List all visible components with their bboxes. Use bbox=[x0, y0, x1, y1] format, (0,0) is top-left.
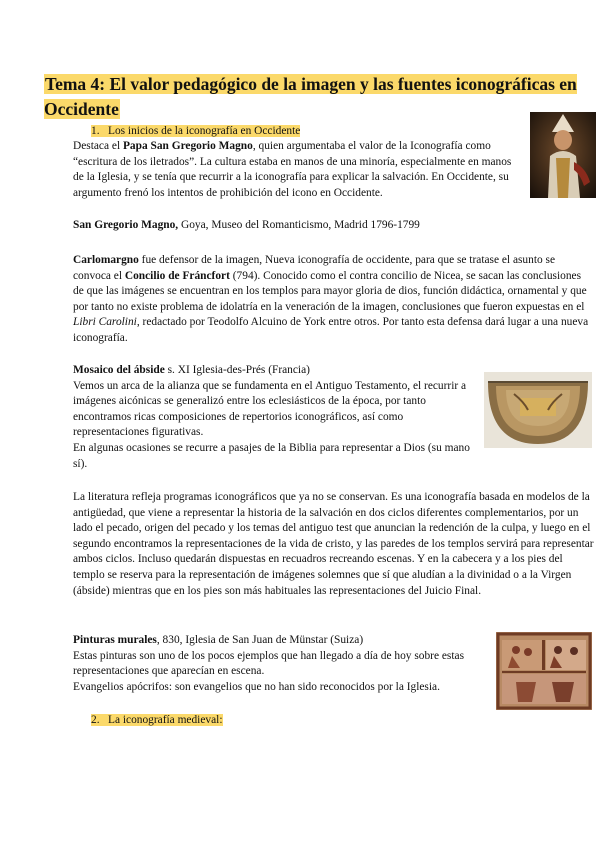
section-pinturas bbox=[73, 633, 491, 695]
text-run: Destaca el bbox=[73, 140, 123, 152]
text-run: , redactado por Teodolfo Alcuino de York entre otros. Por tanto esta defensa dará lugar a una nueva iconografía. bbox=[73, 316, 589, 344]
caption-gregorio bbox=[73, 218, 593, 234]
paragraph-carlomagno bbox=[73, 253, 591, 347]
san-gregorio-portrait-image bbox=[530, 112, 596, 198]
section-1-number: 1. bbox=[91, 125, 100, 137]
paragraph-gregorio bbox=[73, 139, 515, 201]
document-title bbox=[44, 72, 584, 122]
paragraph-carlomagno-text bbox=[73, 253, 591, 347]
text-run: , 830, Iglesia de San Juan de Münstar (Suiza) bbox=[156, 634, 364, 646]
section-heading-1-text bbox=[91, 125, 300, 137]
pinturas-paragraph-1: Estas pinturas son uno de los pocos ejemplos que han llegado a día de hoy sobre estas representaciones que aparecían en escena. bbox=[73, 649, 464, 678]
mosaico-paragraph-2: En algunas ocasiones se recurre a pasajes de la Biblia para representar a Dios (su mano sí). bbox=[73, 441, 470, 470]
bold-run-pinturas: Pinturas murales bbox=[73, 634, 157, 646]
section-2-number: 2. bbox=[91, 714, 100, 726]
text-run: fue defensor de la imagen, Nueva iconografía de occidente, para que se tratase el asunto se convoca el bbox=[73, 254, 556, 282]
caption-gregorio-text bbox=[73, 218, 593, 234]
pinturas-murales-image bbox=[496, 632, 592, 710]
section-mosaico bbox=[73, 363, 471, 472]
italic-run-libri-carolini: Libri Carolini bbox=[73, 316, 137, 329]
section-1-label: Los inicios de la iconografía en Occidente bbox=[108, 125, 301, 137]
section-heading-2 bbox=[91, 713, 223, 728]
pinturas-caption bbox=[73, 633, 491, 649]
paragraph-literatura-text: La literatura refleja programas iconográficos que ya no se conservan. Es una iconografía basada en modelos de la antigüedad, que viene a representar la historia de la salvación en dos ciclos diferentes complementarios, por un lado el pecado, origen del pecado y los temas del antiguo test que anuncian la redención de la culpa, y luego en el segundo encontramos la representaciones de la vida de cristo, y las paredes de los templos servirá para representar ambos ciclos. Incluso quedarán dispuestas en recuadros recreando escenas. Y en la cabecera y a los pies del templo se reserva para la representación de imágenes solemnes que sí que aludían a la divinidad o a la Virgen (ábside) mientras que en los pies son más habituales las representaciones del Juicio Final. bbox=[73, 491, 594, 597]
mosaico-abside-image bbox=[484, 372, 592, 448]
section-2-label: La iconografía medieval: bbox=[108, 714, 223, 726]
section-heading-1 bbox=[91, 124, 300, 139]
section-heading-2-text bbox=[91, 714, 223, 726]
bold-run-papa-gregorio: Papa San Gregorio Magno bbox=[122, 140, 253, 152]
bold-run-concilio: Concilio de Fráncfort bbox=[124, 269, 230, 282]
paragraph-literatura bbox=[73, 490, 595, 599]
text-run: , quien argumentaba el valor de la Iconografía como “escritura de los iletrados”. La cultura estaba en manos de una minoría, especialmente en manos de la Iglesia, y se tenía que recurrir a la iconografía para explicar la salvación. En Occidente, su argumento frenó los intentos de prohibición del icono en Occidente. bbox=[73, 140, 512, 199]
caption-bold-run: San Gregorio Magno, bbox=[73, 219, 179, 231]
text-run: s. XI Iglesia-des-Prés (Francia) bbox=[164, 364, 310, 376]
mosaico-paragraph-1: Vemos un arca de la alianza que se fundamenta en el Antiguo Testamento, el recurrir a imágenes aicónicas se generalizó entre los eclesiásticos de la época, por tanto encontramos ricas composiciones de repertorios iconográficos, así como representaciones figurativas. bbox=[73, 379, 467, 439]
bold-run-carlomargno: Carlomargno bbox=[73, 254, 139, 266]
caption-text-run: Goya, Museo del Romanticismo, Madrid 1796-1799 bbox=[178, 219, 420, 231]
document-title-text: Tema 4: El valor pedagógico de la imagen y las fuentes iconográficas en Occidente bbox=[44, 74, 577, 119]
text-run: (794). Conocido como el contra concilio de Nicea, se sacan las conclusiones de que las imágenes se encuentran en los templos para mayor gloria de dios, función didáctica, ornamental y que por tanto no existe problema de idolatría en la veneración de la imagen, conclusiones que fueron expuestas en el bbox=[73, 269, 587, 313]
bold-run-mosaico: Mosaico del ábside bbox=[73, 364, 165, 376]
paragraph-gregorio-text bbox=[73, 139, 515, 201]
mosaico-caption bbox=[73, 363, 471, 379]
pinturas-paragraph-2: Evangelios apócrifos: son evangelios que no han sido reconocidos por la Iglesia. bbox=[73, 680, 440, 693]
